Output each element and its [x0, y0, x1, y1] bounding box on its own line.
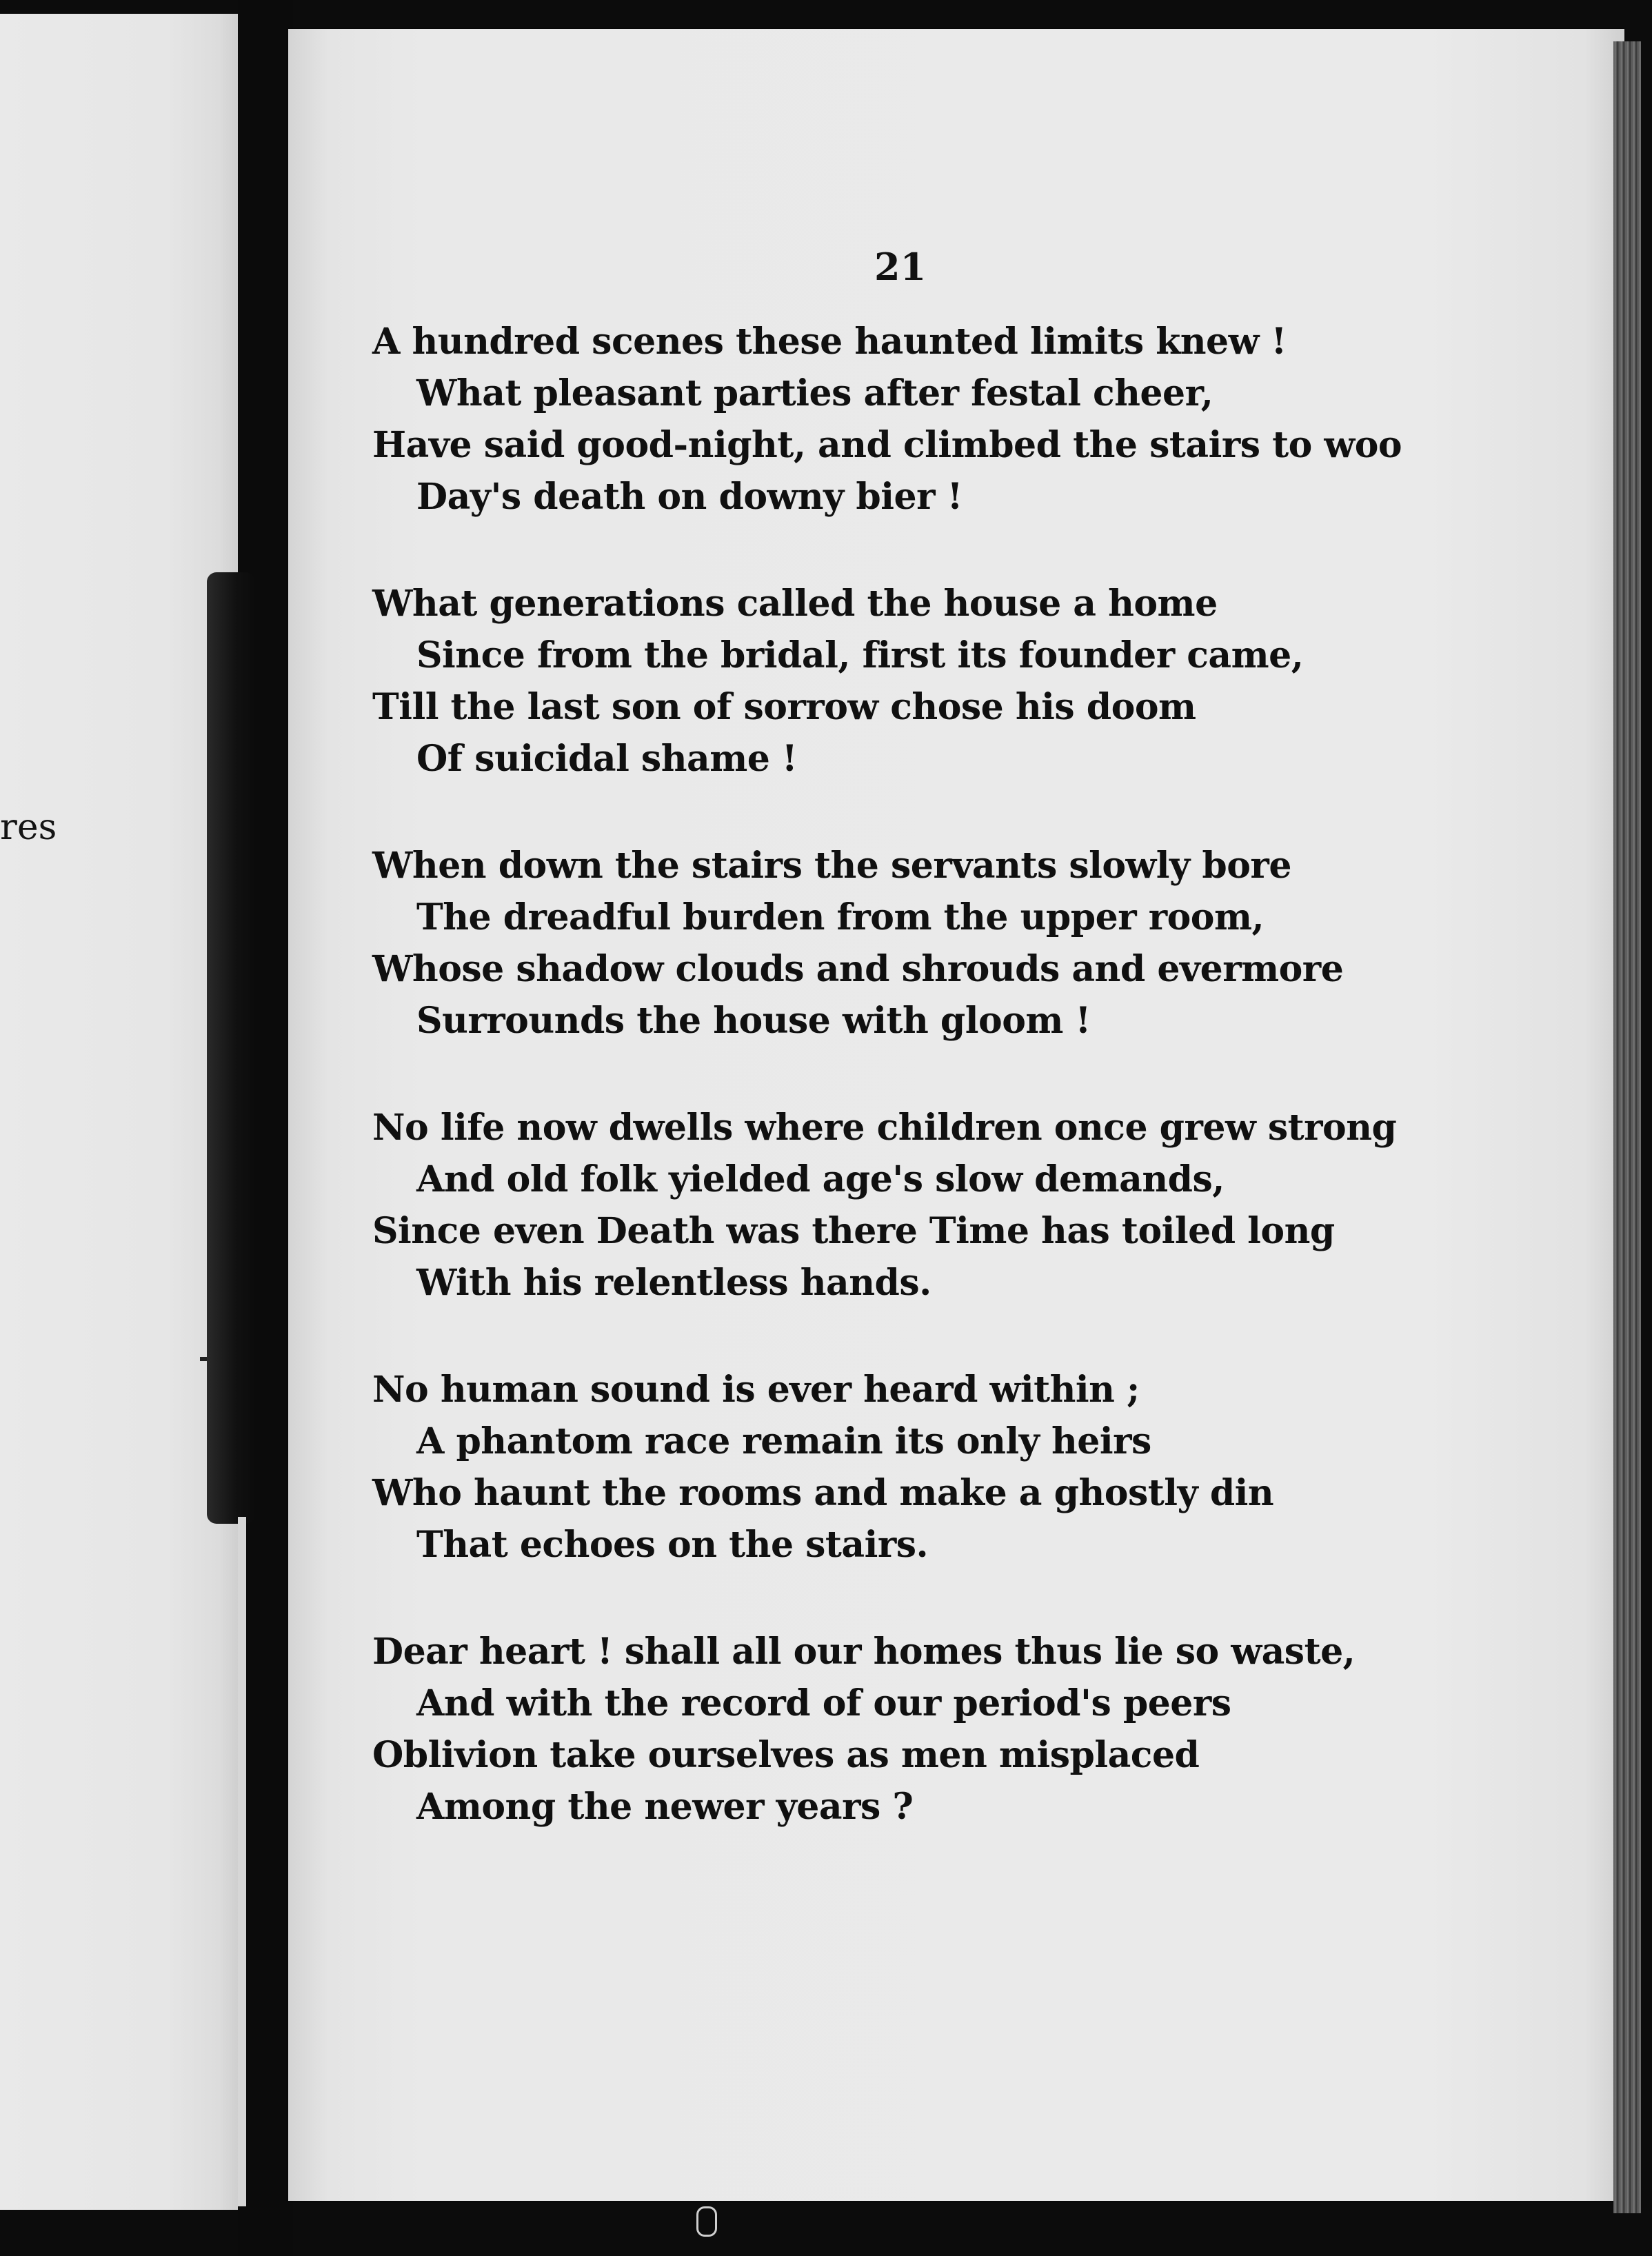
poem-line: What generations called the house a home: [372, 583, 1218, 625]
stanza: [372, 1626, 1475, 1833]
stanza: [372, 316, 1475, 523]
poem-line: Surrounds the house with gloom !: [416, 1000, 1091, 1042]
stanza: [372, 840, 1475, 1047]
left-page-text-fragment: res: [0, 807, 57, 848]
poem-line: Among the newer years ?: [416, 1786, 914, 1828]
poem-line: Of suicidal shame !: [416, 738, 798, 780]
poem-line: No life now dwells where children once grew strong: [372, 1107, 1397, 1149]
page-block-edge: [1613, 41, 1641, 2213]
poem-line: Till the last son of sorrow chose his doom: [372, 686, 1196, 728]
poem-line: A phantom race remain its only heirs: [416, 1420, 1151, 1462]
poem-line: Who haunt the rooms and make a ghostly din: [372, 1472, 1274, 1514]
poem-line: And with the record of our period's peers: [416, 1682, 1231, 1724]
binding-gutter-shadow: [207, 572, 255, 1524]
poem-line: Dear heart ! shall all our homes thus lie so waste,: [372, 1631, 1356, 1673]
page-number: 21: [874, 245, 927, 289]
poem-line: No human sound is ever heard within ;: [372, 1369, 1140, 1411]
binding-ring-mark: [696, 2206, 717, 2237]
poem-line: And old folk yielded age's slow demands,: [416, 1158, 1225, 1200]
poem-line: What pleasant parties after festal cheer,: [416, 372, 1213, 414]
left-facing-page: [0, 14, 238, 2210]
poem-line: Oblivion take ourselves as men misplaced: [372, 1734, 1200, 1776]
stanza: [372, 1364, 1475, 1571]
poem-line: Since from the bridal, first its founder came,: [416, 634, 1304, 676]
left-page-edge: [238, 1517, 246, 2206]
poem-line: A hundred scenes these haunted limits knew !: [372, 321, 1287, 363]
poem-line: When down the stairs the servants slowly bore: [372, 845, 1291, 887]
poem-line: Since even Death was there Time has toiled long: [372, 1210, 1335, 1252]
poem-line: Day's death on downy bier !: [416, 476, 963, 518]
poem-body: [372, 316, 1475, 1888]
poem-line: The dreadful burden from the upper room,: [416, 896, 1265, 938]
poem-line: That echoes on the stairs.: [416, 1524, 929, 1566]
stanza: [372, 1102, 1475, 1309]
stanza: [372, 578, 1475, 785]
poem-line: Whose shadow clouds and shrouds and evermore: [372, 948, 1344, 990]
poem-line: Have said good-night, and climbed the stairs to woo: [372, 424, 1402, 466]
poem-line: With his relentless hands.: [416, 1262, 931, 1304]
